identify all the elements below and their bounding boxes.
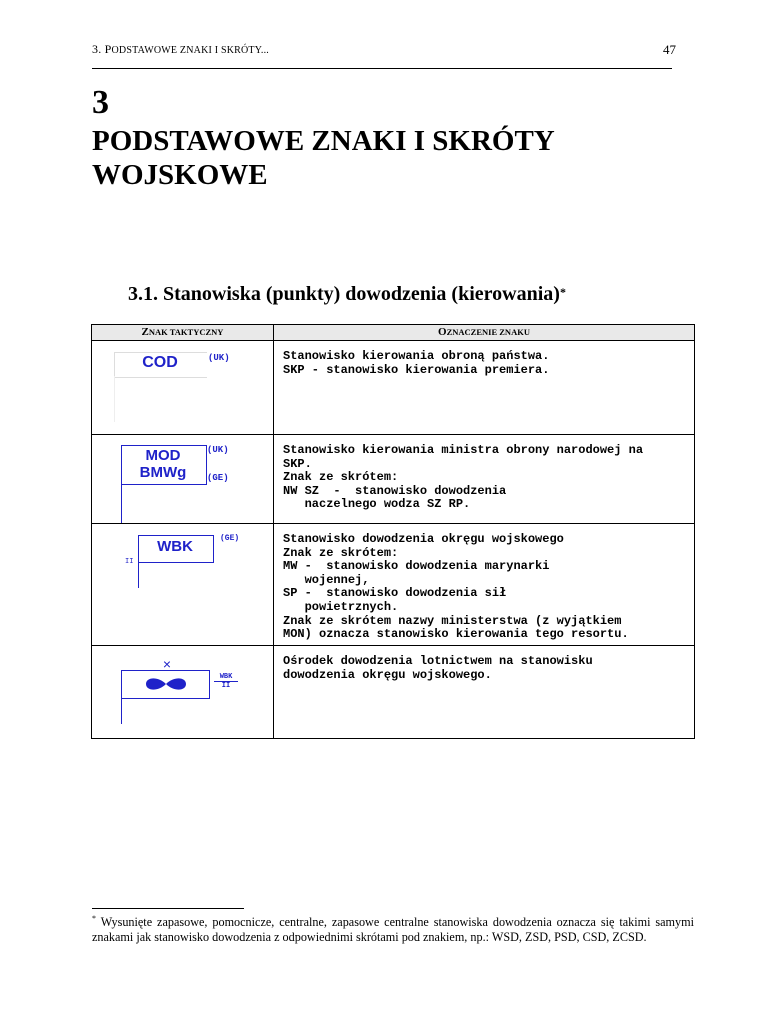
chapter-title-line1: PODSTAWOWE ZNAKI I SKRÓTY [92,125,555,157]
table-row [92,524,695,646]
chapter-title-line2: WOJSKOWE [92,159,268,191]
running-head-chapter-number: 3. [92,42,105,56]
sign-wbk [92,524,274,645]
description-text: Stanowisko kierowania obroną państwa. SKP - stanowisko kierowania premiera. [283,349,550,377]
sign-aviation [92,646,274,738]
table-row [92,341,695,435]
sign-cod [92,341,274,434]
sign-mod-suffix-uk: (UK) [207,445,229,455]
description-cell [274,435,695,524]
sign-aviation-echelon: II [221,682,231,690]
sign-wbk-echelon: II [125,558,134,566]
header-col1-rest: NAK TAKTYCZNY [148,327,224,337]
sign-cell [92,646,274,739]
sign-cod-staff [114,376,115,422]
sign-wbk-suffix: (GE) [220,534,240,543]
description-cell [274,646,695,739]
sign-wbk-staff [138,562,139,588]
description-cell [274,524,695,646]
description-text: Ośrodek dowodzenia lotnictwem na stanowisku dowodzenia okręgu wojskowego. [283,654,593,682]
footnote-text: Wysunięte zapasowe, pomocnicze, centralne, zapasowe centralne stanowiska dowodzenia oznacza się takimi samymi znakami jak stanowisko dowodzenia z odpowiednimi skrótami pod znakiem, np.: WSD, ZSD, PSD, CSD, ZCSD. [92,915,694,944]
table-row [92,435,695,524]
page-number: 47 [663,42,676,57]
description-text: Stanowisko dowodzenia okręgu wojskowego Znak ze skrótem: MW - stanowisko dowodzenia marynarki wojennej, SP - stanowisko dowodzenia sił powietrznych. Znak ze skrótem nazwy ministerstwa (z wyjątkiem MON) oznacza stanowisko kierowania tego resortu. [283,532,629,642]
chapter-number: 3 [92,84,109,121]
sign-cell [92,341,274,435]
sign-mod-suffix-ge: (GE) [207,473,229,483]
sign-cell [92,524,274,646]
footnote-rule [92,908,244,909]
propeller-icon [144,676,188,692]
sign-aviation-unit-label: WBK [214,673,238,682]
table-row [92,646,695,739]
sign-mod [92,435,274,523]
header-tactical-sign [92,325,274,341]
sign-cell [92,435,274,524]
chapter-title [92,124,692,192]
sign-aviation-staff [121,698,122,724]
section-title-text: 3.1. Stanowiska (punkty) dowodzenia (kierowania) [128,283,560,305]
header-sign-meaning [274,325,695,341]
sign-bmwg-label: BMWg [139,464,187,481]
header-col2-rest: ZNACZENIE ZNAKU [446,327,530,337]
footnote-mark: * [92,914,96,923]
header-col1-initial: Z [141,326,149,338]
footnote [92,912,694,944]
section-title [128,283,566,306]
section-footnote-mark: * [559,285,566,299]
running-head-initial: P [104,42,112,56]
cross-icon: × [162,656,172,672]
description-cell [274,341,695,435]
signs-table [91,324,695,739]
sign-aviation-unit [214,673,238,690]
running-head [92,42,676,58]
sign-wbk-label: WBK [157,538,193,555]
header-rule [92,68,672,69]
table-header-row [92,325,695,341]
running-head-title [92,42,269,57]
running-head-rest: ODSTAWOWE ZNAKI I SKRÓTY... [111,45,269,56]
sign-mod-labels [121,447,205,481]
header-col2-initial: O [438,326,447,338]
sign-mod-label: MOD [145,447,181,464]
sign-mod-staff [121,484,122,523]
sign-cod-label: COD [142,354,178,371]
description-text: Stanowisko kierowania ministra obrony narodowej na SKP. Znak ze skrótem: NW SZ - stanowisko dowodzenia naczelnego wodza SZ RP. [283,443,644,512]
sign-cod-suffix: (UK) [208,353,230,363]
